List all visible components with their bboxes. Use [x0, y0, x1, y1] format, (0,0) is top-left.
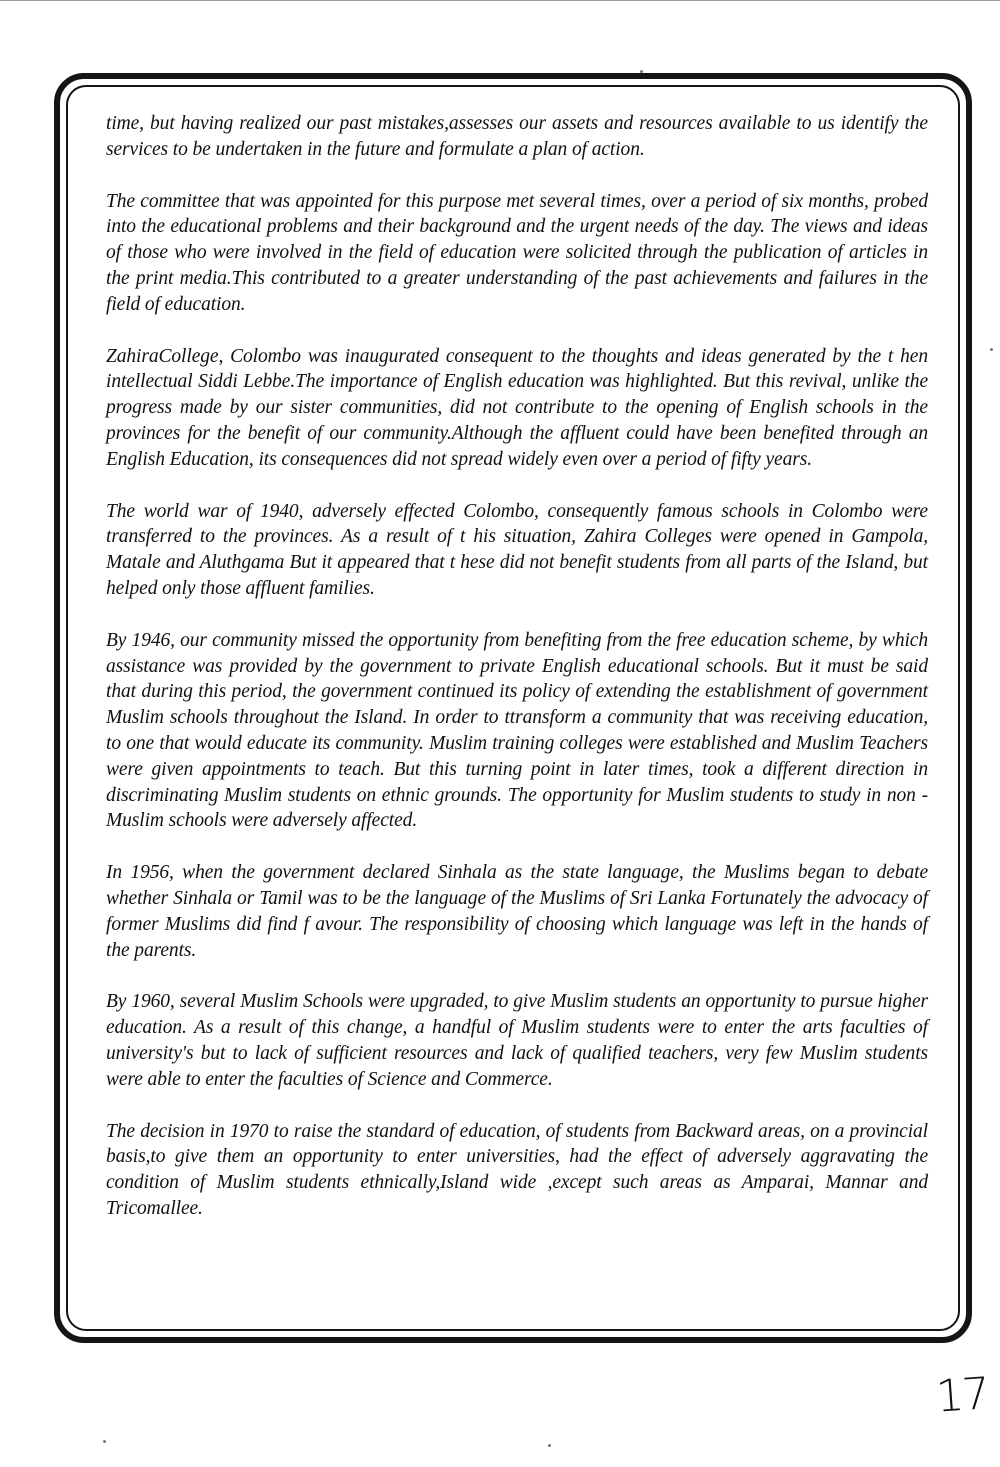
paragraph: The world war of 1940, adversely effected Colombo, consequently famous schools in Colombo were transferred to the provinces. As a result of t his situation, Zahira Colleges were opened in Gampola, Matale and Aluthgama But it appeared that t hese did not benefit students from all parts of the Island, but helped only those affluent families.	[106, 500, 928, 599]
paragraph: By 1960, several Muslim Schools were upgraded, to give Muslim students an opportunity to pursue higher education. As a result of this change, a handful of Muslim students were to enter the arts faculties of university's but to lack of sufficient resources and lack of qualified teachers, very few Muslim students were able to enter the faculties of Science and Commerce.	[106, 991, 928, 1090]
paragraph: The decision in 1970 to raise the standard of education, of students from Backward areas, on a provincial basis,to give them an opportunity to enter universities, had the effect of adversely aggravating the condition of Muslim students ethnically,Island wide ,except such areas as Amparai, Mannar and Tricomallee.	[106, 1120, 928, 1219]
scan-speck	[990, 348, 993, 351]
paragraph: The committee that was appointed for this purpose met several times, over a period of six months, probed into the educational problems and their background and the urgent needs of the day. The views and ideas of those who were involved in the field of education were solicited through the publication of articles in the print media.This contributed to a greater understanding of the past achievements and failures in the field of education.	[106, 190, 928, 315]
scan-speck	[548, 1444, 551, 1447]
paragraph: By 1946, our community missed the opportunity from benefiting from the free education scheme, by which assistance was provided by the government to private English educational schools. But it must be said that during this period, the government continued its policy of extending the establishment of government Muslim schools throughout the Island. In order to ttransform a community that was receiving education, to one that would educate its community. Muslim training colleges were established and Muslim Teachers were given appointments to teach. But this turning point in later times, took a different direction in discriminating Muslim students on ethnic grounds. The opportunity for Muslim students to study in non - Muslim schools were adversely affected.	[106, 629, 928, 832]
scan-speck	[103, 1440, 106, 1443]
page-top-edge	[0, 0, 1000, 1]
scan-speck	[640, 70, 643, 73]
paragraph: time, but having realized our past mistakes,assesses our assets and resources available to us identify the services to be undertaken in the future and formulate a plan of action.	[106, 113, 928, 160]
document-body	[106, 111, 928, 1248]
paragraph: ZahiraCollege, Colombo was inaugurated consequent to the thoughts and ideas generated by the t hen intellectual Siddi Lebbe.The importance of English education was highlighted. But this revival, unlike the progress made by our sister communities, did not contribute to the opening of English schools in the provinces for the benefit of our community.Although the affluent could have been benefited through an English Education, its consequences did not spread widely even over a period of fifty years.	[106, 345, 928, 470]
paragraph: In 1956, when the government declared Sinhala as the state language, the Muslims began to debate whether Sinhala or Tamil was to be the language of the Muslims of Sri Lanka Fortunately the advocacy of former Muslims did find f avour. The responsibility of choosing which language was left in the hands of the parents.	[106, 862, 928, 961]
page-number: 17	[934, 1368, 990, 1423]
